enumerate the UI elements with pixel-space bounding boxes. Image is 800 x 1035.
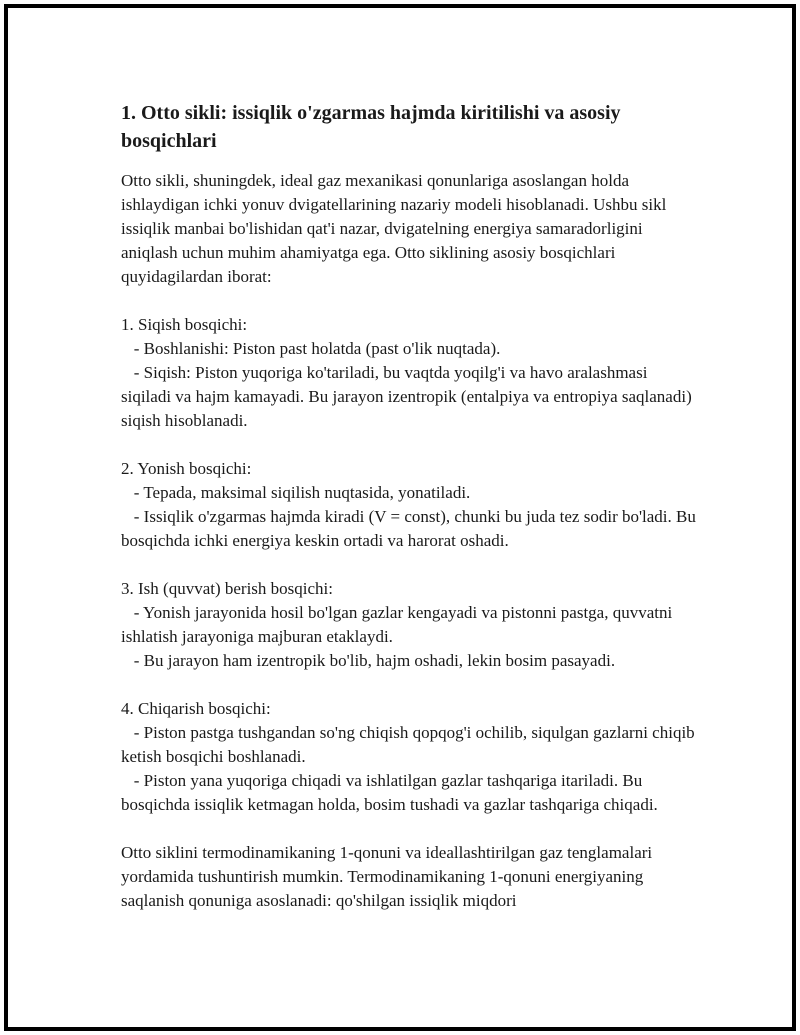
stage-title: 4. Chiqarish bosqichi: <box>121 699 271 718</box>
stage-title: 2. Yonish bosqichi: <box>121 459 252 478</box>
stage-block-3 <box>121 577 701 673</box>
stage-block-1 <box>121 313 701 433</box>
paragraph-spacer <box>121 433 701 457</box>
closing-paragraph: Otto siklini termodinamikaning 1-qonuni va ideallashtirilgan gaz tenglamalari yordamida tushuntirish mumkin. Termodinamikaning 1-qonuni energiyaning saqlanish qonuniga asoslanadi: qo'shilgan issiqlik miqdori <box>121 843 657 910</box>
stage-item: - Piston pastga tushgandan so'ng chiqish qopqog'i ochilib, siqulgan gazlarni chiqib ketish bosqichi boshlanadi. <box>121 723 699 766</box>
stage-title: 3. Ish (quvvat) berish bosqichi: <box>121 579 333 598</box>
stage-title: 1. Siqish bosqichi: <box>121 315 248 334</box>
section-heading: 1. Otto sikli: issiqlik o'zgarmas hajmda kiritilishi va asosiy bosqichlari <box>121 102 621 152</box>
intro-paragraph: Otto sikli, shuningdek, ideal gaz mexanikasi qonunlariga asoslangan holda ishlaydigan ichki yonuv dvigatellarining nazariy modeli hisoblanadi. Ushbu sikl issiqlik manbai bo'lishidan qat'i nazar, dvigatelning energiya samaradorligini aniqlash uchun muhim ahamiyatga ega. Otto siklining asosiy bosqichlari quyidagilardan iborat: <box>121 171 671 286</box>
stage-item: - Piston yana yuqoriga chiqadi va ishlatilgan gazlar tashqariga itariladi. Bu bosqichda issiqlik ketmagan holda, bosim tushadi va gazlar tashqariga chiqadi. <box>121 771 658 814</box>
paragraph-spacer <box>121 673 701 697</box>
stage-item: - Boshlanishi: Piston past holatda (past o'lik nuqtada). <box>121 339 501 358</box>
document-body <box>121 99 701 913</box>
paragraph-spacer <box>121 553 701 577</box>
paragraph-spacer <box>121 289 701 313</box>
stage-item: - Yonish jarayonida hosil bo'lgan gazlar kengayadi va pistonni pastga, quvvatni ishlatish jarayoniga majburan etaklaydi. <box>121 603 677 646</box>
stage-item: - Siqish: Piston yuqoriga ko'tariladi, bu vaqtda yoqilg'i va havo aralashmasi siqiladi va hajm kamayadi. Bu jarayon izentropik (entalpiya va entropiya saqlanadi) siqish hisoblanadi. <box>121 363 696 430</box>
page-frame <box>4 4 796 1031</box>
stage-item: - Bu jarayon ham izentropik bo'lib, hajm oshadi, lekin bosim pasayadi. <box>121 651 616 670</box>
paragraph-spacer <box>121 817 701 841</box>
stage-item: - Tepada, maksimal siqilish nuqtasida, yonatiladi. <box>121 483 471 502</box>
stage-block-2 <box>121 457 701 553</box>
stage-block-4 <box>121 697 701 817</box>
stage-item: - Issiqlik o'zgarmas hajmda kiradi (V = const), chunki bu juda tez sodir bo'ladi. Bu bosqichda ichki energiya keskin ortadi va harorat oshadi. <box>121 507 701 550</box>
